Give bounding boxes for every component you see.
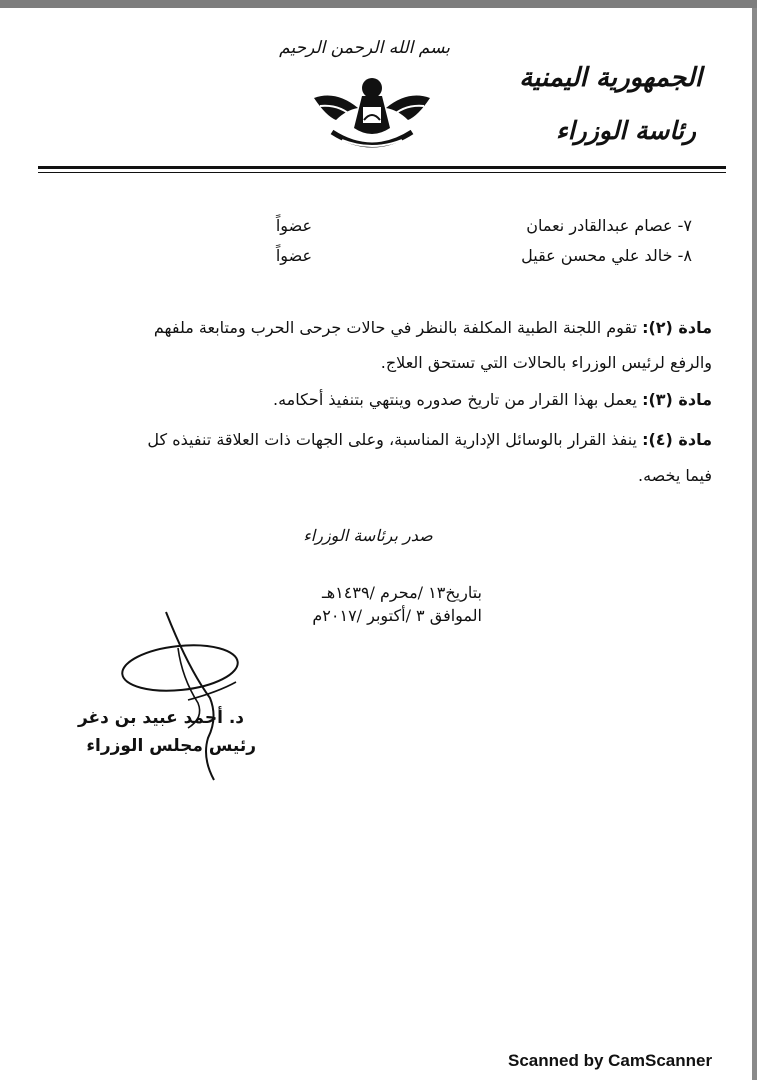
member-8-role: عضواً xyxy=(275,246,312,265)
article-3-label: مادة (٣): xyxy=(642,390,712,409)
article-2-text-1: تقوم اللجنة الطبية المكلفة بالنظر في حالات جرحى الحرب ومتابعة ملفهم xyxy=(153,318,637,337)
header-rule-thin xyxy=(38,172,726,173)
presidency-of-ministers: رئاسة الوزراء xyxy=(555,116,696,145)
article-2-line-2: والرفع لرئيس الوزراء بالحالات التي تستحق العلاج. xyxy=(380,353,712,372)
signer-name: د. أحمد عبيد بن دغر xyxy=(77,708,244,728)
header-rule-thick xyxy=(38,166,726,169)
article-4-label: مادة (٤): xyxy=(642,430,712,449)
basmala: بسم الله الرحمن الرحيم xyxy=(279,38,450,58)
article-4-line-1 xyxy=(147,430,712,449)
member-7-role: عضواً xyxy=(275,216,312,235)
hijri-date: بتاريخ١٣ /محرم /١٤٣٩هـ xyxy=(322,583,482,602)
handwritten-signature xyxy=(118,608,258,783)
signer-title: رئيس مجلس الوزراء xyxy=(86,736,256,756)
yemen-eagle-emblem xyxy=(306,70,438,165)
article-2-line-1 xyxy=(154,318,712,337)
member-8-name: ٨- خالد علي محسن عقيل xyxy=(521,246,692,265)
document-page xyxy=(0,8,752,1080)
republic-name: الجمهورية اليمنية xyxy=(519,63,702,93)
article-2-label: مادة (٢): xyxy=(642,318,712,337)
article-4-line-2: فيما يخصه. xyxy=(637,466,712,485)
member-7-name: ٧- عصام عبدالقادر نعمان xyxy=(526,216,692,235)
top-edge-bar xyxy=(0,0,757,8)
scanner-watermark: Scanned by CamScanner xyxy=(508,1051,713,1070)
article-3 xyxy=(273,390,712,409)
gregorian-date: الموافق ٣ /أكتوبر /٢٠١٧م xyxy=(312,606,482,625)
article-4-text-1: ينفذ القرار بالوسائل الإدارية المناسبة، وعلى الجهات ذات العلاقة تنفيذه كل xyxy=(147,430,637,449)
article-3-text: يعمل بهذا القرار من تاريخ صدوره وينتهي بتنفيذ أحكامه. xyxy=(272,390,637,409)
issued-statement: صدر برئاسة الوزراء xyxy=(303,526,433,545)
